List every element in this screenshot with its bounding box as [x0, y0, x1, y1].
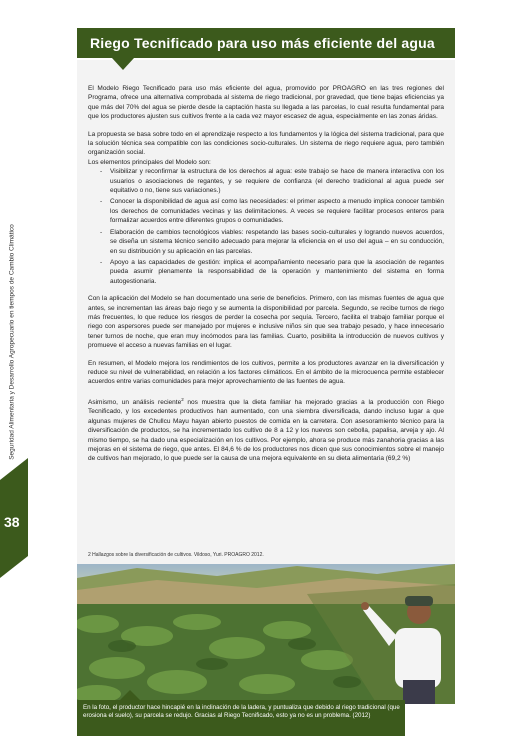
title-notch [112, 58, 134, 70]
page-number: 38 [4, 514, 20, 530]
footnote: 2 Hallazgos sobre la diversificación de cultivos. Vildoso, Yuri. PROAGRO 2012. [88, 552, 264, 558]
intro-paragraph: El Modelo Riego Tecnificado para uso más eficiente del agua, promovido por PROAGRO en las tres regiones del Programa, ofrece una alternativa comprobada al sistema de riego tradicional, por gravedad, que tiene bajas eficiencias ya que más del 70% del agua se pierde desde la captación hasta su llegada a las parcelas, lo cual resulta fundamental para que los productores ajusten sus cultivos frente a la cada vez mayor escasez de agua, especialmente en las zonas áridas. [88, 85, 444, 121]
list-item: - Visibilizar y reconfirmar la estructura de los derechos al agua: este trabajo se hace de manera interactiva con los usuarios o asociaciones de regantes, y se requiere de confianza (el derecho tradicional al agua puede ser equitativo o no, tiene sus variaciones.) [88, 167, 444, 195]
list-item: - Elaboración de cambios tecnológicos viables: respetando las bases socio-culturales y logrando nuevos acuerdos, se diseña un sistema técnico sencillo adecuado para mejorar la eficiencia en el uso del agua – en su conducción, en su distribución y su aplicación en las parcelas. [88, 228, 444, 256]
running-title: Seguridad Alimentaria y Desarrollo Agropecuario en tiempos de Cambio Climático [8, 224, 16, 460]
summary-paragraph: En resumen, el Modelo mejora los rendimientos de los cultivos, permite a los productores avanzar en la diversificación y reduce su nivel de vulnerabilidad, en relación a los factores climáticos. En el ámbito de la microcuenca permite establecer acuerdos entre varias comunidades para mejor aprovechamiento de las fuentes de agua. [88, 359, 444, 386]
analysis-paragraph [88, 395, 444, 464]
analysis-text-cont: nos muestra que la dieta familiar ha mejorado gracias a la producción con Riego Tecnificado, y los excedentes productivos han aumentado, con una siembra diversificada, dando incluso lugar a que algunas mujeres de Chullcu Mayu hayan abierto puestos de comida en la carretera. Con asesoramiento técnico para la diversificación de productos, se ha incrementado los cultivo de 8 a 12 y los nuevos son cebolla, papalisa, arveja y ajo. Al mismo tiempo, se ha dado una especialización en los cultivos. Por ejemplo, ahora se produce más zanahoria gracias a las mejoras en el sistema de riego, que antes. El 84,6 % de los productores nos dicen que sus conocimientos sobre el manejo de cultivos han mejorado, lo que puede ser la causa de una mejora equivalente en su dieta alimentaria (69,2 %) [88, 398, 444, 463]
footnote-ref: 2 [181, 396, 184, 402]
list-item: - Apoyo a las capacidades de gestión: implica el acompañamiento necesario para que la asociación de regantes pueda asumir plenamente la responsabilidad de la operación y mantenimiento del sistema en forma autogestionaria. [88, 258, 444, 286]
farmer-field-photo [77, 564, 455, 704]
elements-intro: Los elementos principales del Modelo son: [88, 158, 211, 166]
list-item: - Conocer la disponibilidad de agua así como las necesidades: el primer aspecto a menudo implica conocer también los derechos de comunidades vecinas y las delimitaciones. A veces se requiere facilitar procesos enteros para formalizar acuerdos entre diferentes grupos o comunidades. [88, 197, 444, 225]
elements-list [88, 167, 444, 286]
proposal-paragraph: La propuesta se basa sobre todo en el aprendizaje respecto a los fundamentos y la lógica del sistema tradicional, para que la solución técnica sea compatible con las condiciones socio-culturales. Un sistema de riego requiere agua, pero también organización social. [88, 130, 444, 157]
page-title: Riego Tecnificado para uso más eficiente del agua [90, 35, 435, 51]
article-body [88, 84, 444, 472]
analysis-text: Asimismo, un análisis reciente [88, 398, 182, 406]
benefits-paragraph: Con la aplicación del Modelo se han documentado una serie de beneficios. Primero, con las mismas fuentes de agua que antes, se incrementan las áreas bajo riego y se aumenta la disponibilidad por parcela. Segundo, se recibe turnos de riego más frecuentes, lo que reduce los riesgos de perder la cosecha por sequía. Tercero, facilita el trabajo familiar porque el riego con aspersores puede ser manejado por mujeres e inclusive niños sin que sea trabajo pesado, y hace innecesario tener turnos de noche, que eran muy incómodos para las familias. Cuarto, posibilita la introducción de nuevos cultivos y promueve el acceso a nuevas familias en el lugar. [88, 295, 444, 350]
photo-caption: En la foto, el productor hace hincapié en la inclinación de la ladera, y puntualiza que debido al riego tradicional (que erosiona el suelo), su parcela se redujo. Gracias al Riego Tecnificado, esto ya no es un problema. (2012) [83, 704, 400, 720]
photo-notch [120, 690, 140, 700]
